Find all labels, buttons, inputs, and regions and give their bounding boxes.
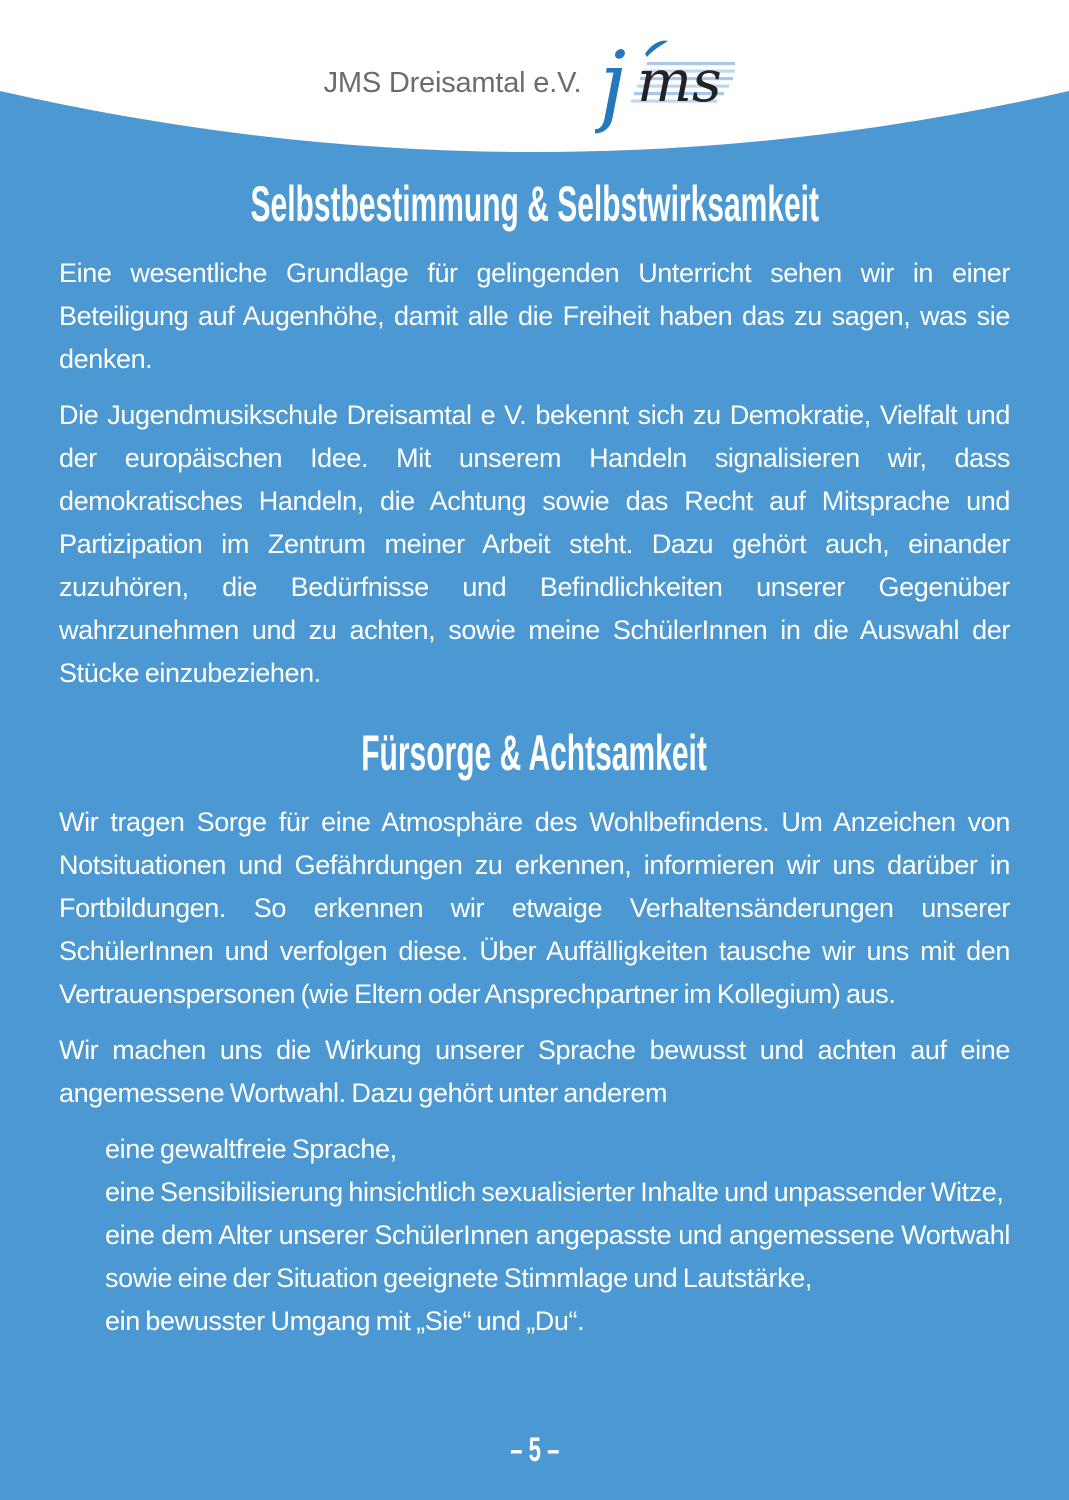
paragraph: Die Jugendmusikschule Dreisamtal e V. bekennt sich zu Demokratie, Vielfalt und der europäischen Idee. Mit unserem Handeln signalisieren wir, dass demokratisches Handeln, die Achtung sowie das Recht auf Mitsprache und Partizipation im Zentrum meiner Arbeit steht. Dazu gehört auch, einander zuzuhören, die Bedürfnisse und Befindlichkeiten unserer Gegenüber wahrzunehmen und zu achten, sowie meine SchülerInnen in die Auswahl der Stücke einzubeziehen.	[59, 400, 1010, 688]
list-item: ein bewusster Umgang mit „Sie“ und „Du“.	[105, 1306, 585, 1336]
section-heading-selbstbestimmung: Selbstbestimmung & Selbstwirksamkeit	[250, 176, 819, 232]
section-2	[59, 725, 1010, 781]
logo-letters-ms: ms	[637, 47, 723, 115]
brand-text: JMS Dreisamtal e.V.	[323, 66, 582, 99]
paragraph: Wir machen uns die Wirkung unserer Sprache bewusst und achten auf eine angemessene Wortwahl. Dazu gehört unter anderem	[59, 1035, 1010, 1108]
logo-letter-j: j	[599, 38, 627, 134]
section-1	[59, 176, 1010, 232]
paragraph: Wir tragen Sorge für eine Atmosphäre des Wohlbefindens. Um Anzeichen von Notsituationen und Gefährdungen zu erkennen, informieren wir uns darüber in Fortbildungen. So erkennen wir etwaige Verhaltensänderungen unserer SchülerInnen und verfolgen diese. Über Auffälligkeiten tausche wir uns mit den Vertrauenspersonen (wie Eltern oder Ansprechpartner im Kollegium) aus.	[59, 807, 1010, 1009]
list-item: eine Sensibilisierung hinsichtlich sexualisierter Inhalte und unpassender Witze,	[105, 1177, 1004, 1207]
bullet-list	[105, 1128, 1010, 1343]
section-heading-fuersorge: Fürsorge & Achtsamkeit	[361, 725, 708, 781]
header	[0, 38, 1069, 134]
jms-logo	[595, 38, 745, 134]
page-number: – 5 –	[509, 1431, 560, 1469]
list-item: eine gewaltfreie Sprache,	[105, 1134, 397, 1164]
list-item: eine dem Alter unserer SchülerInnen angepasste und angemessene Wortwahl sowie eine der Situation geeignete Stimmlage und Lautstärke,	[105, 1220, 1010, 1293]
page-content	[59, 0, 1010, 1343]
page-footer	[0, 1431, 1069, 1470]
paragraph: Eine wesentliche Grundlage für gelingenden Unterricht sehen wir in einer Beteiligung auf Augenhöhe, damit alle die Freiheit haben das zu sagen, was sie denken.	[59, 258, 1010, 374]
